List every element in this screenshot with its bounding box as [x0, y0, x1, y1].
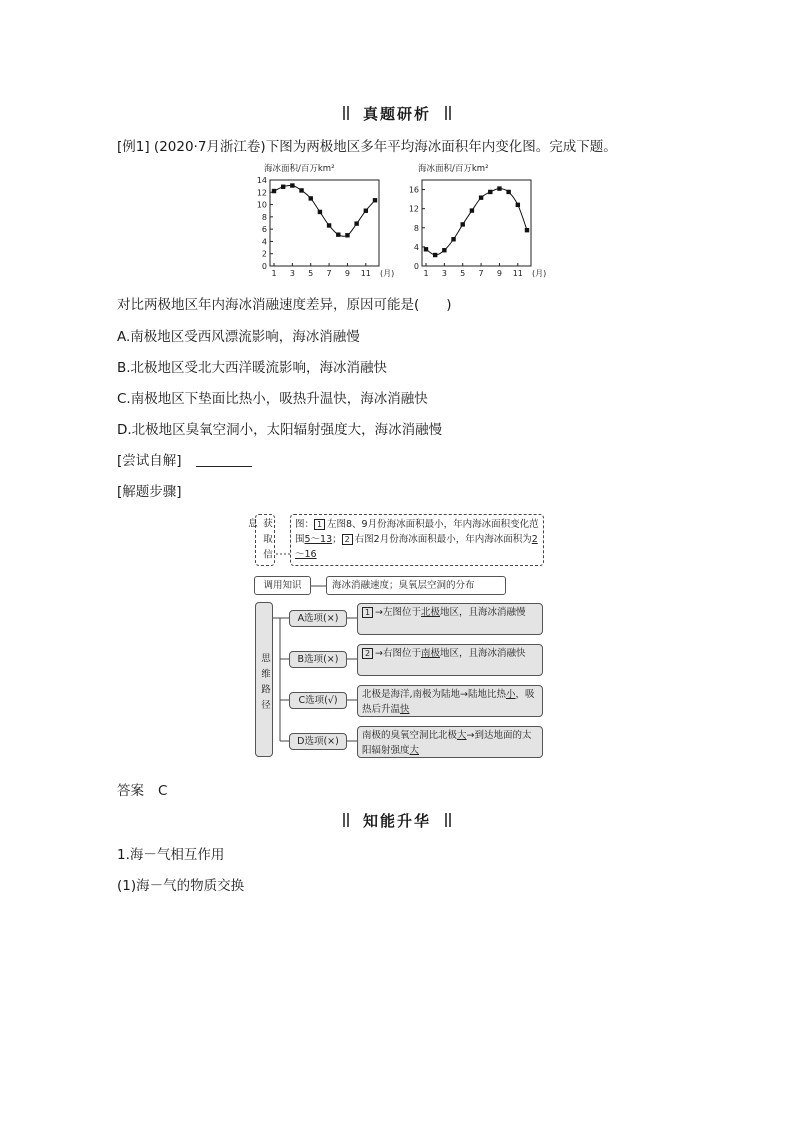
- data-point: [497, 186, 501, 190]
- y-tick-label: 8: [261, 212, 267, 222]
- y-tick-label: 8: [413, 223, 419, 233]
- item-1: 1.海－气相互作用: [117, 847, 225, 863]
- x-tick-label: 1: [423, 269, 429, 278]
- option-b-tag: B选项(×): [289, 651, 347, 668]
- data-point: [309, 196, 313, 200]
- y-tick-label: 12: [408, 204, 419, 214]
- section-title-1: 真题研析: [0, 103, 794, 124]
- option-a-tag: A选项(×): [289, 610, 347, 627]
- chart-right: [400, 160, 550, 282]
- get-info-label: 获取信息: [255, 514, 275, 566]
- try-yourself: [尝试自解]: [117, 449, 252, 469]
- data-point: [318, 210, 322, 214]
- recall-label: 调用知识: [254, 576, 311, 595]
- question-intro: [例1] (2020·7月浙江卷)下图为两极地区多年平均海冰面积年内变化图。完成下题。: [117, 139, 617, 155]
- data-point: [488, 190, 492, 194]
- reason-d: 南极的臭氧空洞比北极大→到达地面的太阳辐射强度大: [357, 726, 543, 758]
- data-point: [433, 253, 437, 257]
- info-box: 图： 1 左图8、9月份海冰面积最小，年内海冰面积变化范围5～13； 2 右图2月份海冰面积最小，年内海冰面积为2～16: [290, 514, 544, 566]
- reason-c: 北极是海洋,南极为陆地→陆地比热小，吸热后升温快: [357, 685, 543, 717]
- data-point: [479, 195, 483, 199]
- option-a: A.南极地区受西风漂流影响，海冰消融慢: [117, 329, 360, 345]
- section-title-2: 知能升华: [0, 810, 794, 831]
- y-tick-label: 16: [408, 185, 419, 195]
- thinking-label: 思维路径: [255, 602, 273, 757]
- option-c-tag: C选项(√): [289, 692, 347, 709]
- data-point: [442, 248, 446, 252]
- option-c: C.南极地区下垫面比热小，吸热升温快，海冰消融快: [117, 391, 428, 407]
- data-point: [470, 208, 474, 212]
- y-tick-label: 12: [256, 188, 267, 198]
- x-tick-label: 7: [326, 269, 332, 278]
- x-tick-label: 5: [460, 269, 466, 278]
- data-point: [281, 185, 285, 189]
- x-tick-label: 9: [344, 269, 351, 278]
- data-point: [373, 198, 377, 202]
- series-line: [274, 185, 375, 236]
- y-tick-label: 0: [261, 262, 267, 271]
- x-tick-label: 7: [478, 269, 484, 278]
- plot-frame: [422, 180, 531, 266]
- series-line: [426, 189, 527, 255]
- data-point: [345, 233, 349, 237]
- chart-left: [250, 160, 400, 282]
- option-d-tag: D选项(×): [289, 733, 347, 750]
- x-tick-label: 11: [512, 269, 523, 278]
- answer-blank[interactable]: [196, 454, 252, 467]
- x-tick-label: 3: [441, 269, 447, 278]
- data-point: [506, 190, 510, 194]
- question-stem: 对比两极地区年内海冰消融速度差异，原因可能是( ): [117, 297, 452, 313]
- data-point: [336, 232, 340, 236]
- data-point: [461, 222, 465, 226]
- option-b: B.北极地区受北大西洋暖流影响，海冰消融快: [117, 360, 388, 376]
- x-axis-label: (月): [532, 269, 547, 278]
- solution-flowchart: [246, 512, 545, 762]
- chart-title: 海冰面积/百万km²: [418, 164, 489, 174]
- plot-frame: [270, 180, 379, 266]
- x-axis-label: (月): [380, 269, 395, 278]
- data-point: [424, 247, 428, 251]
- data-point: [525, 228, 529, 232]
- recall-text: 海冰消融速度；臭氧层空洞的分布: [326, 576, 506, 595]
- chart-title: 海冰面积/百万km²: [264, 164, 335, 174]
- data-point: [451, 237, 455, 241]
- item-2: (1)海－气的物质交换: [117, 878, 245, 894]
- y-tick-label: 6: [261, 225, 267, 235]
- data-point: [299, 188, 303, 192]
- reason-b: 2 →右图位于南极地区，且海冰消融快: [357, 644, 543, 676]
- data-point: [364, 209, 368, 213]
- y-tick-label: 4: [413, 242, 419, 252]
- data-point: [272, 189, 276, 193]
- y-tick-label: 4: [261, 237, 267, 247]
- data-point: [354, 221, 358, 225]
- x-tick-label: 5: [308, 269, 314, 278]
- steps-label: [解题步骤]: [117, 484, 182, 500]
- reason-a: 1 →左图位于北极地区，且海冰消融慢: [357, 603, 543, 635]
- x-tick-label: 1: [271, 269, 277, 278]
- x-tick-label: 3: [289, 269, 295, 278]
- answer: 答案 C: [117, 783, 168, 799]
- y-tick-label: 0: [413, 262, 419, 271]
- data-point: [516, 203, 520, 207]
- data-point: [290, 183, 294, 187]
- y-tick-label: 10: [256, 200, 267, 210]
- x-tick-label: 11: [360, 269, 371, 278]
- y-tick-label: 2: [261, 249, 267, 259]
- option-d: D.北极地区臭氧空洞小，太阳辐射强度大，海冰消融慢: [117, 422, 443, 438]
- x-tick-label: 9: [496, 269, 503, 278]
- data-point: [327, 223, 331, 227]
- y-tick-label: 14: [256, 176, 267, 185]
